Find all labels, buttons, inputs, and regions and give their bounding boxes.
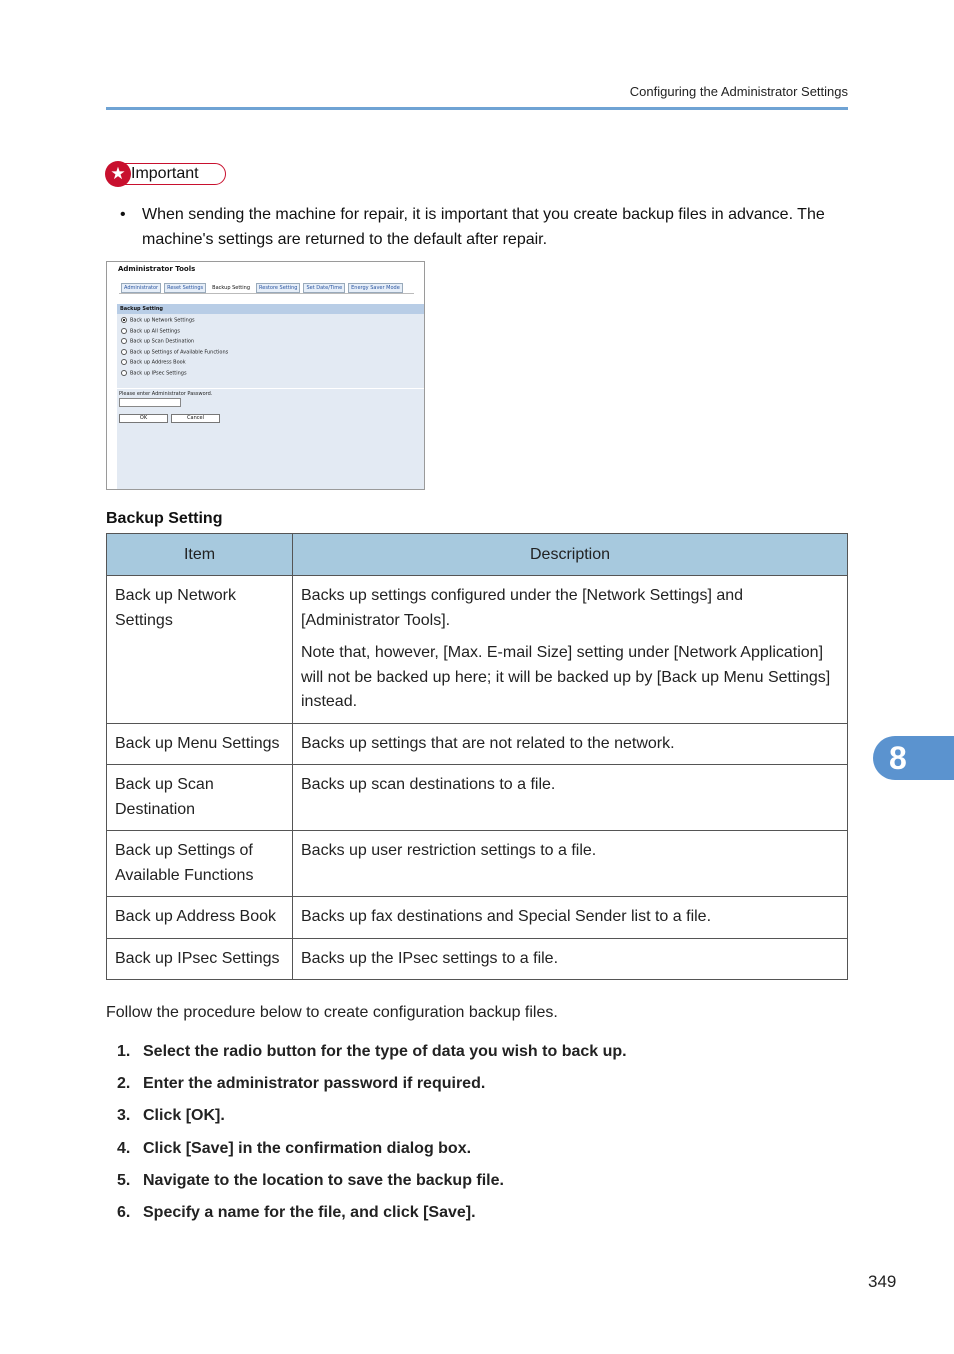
screenshot-body xyxy=(117,304,425,490)
admin-tools-screenshot xyxy=(106,261,425,490)
header-rule xyxy=(106,107,848,110)
radio-option[interactable] xyxy=(121,359,186,366)
item-cell: Back up Menu Settings xyxy=(107,723,293,765)
table-row xyxy=(107,938,848,980)
table-row xyxy=(107,723,848,765)
tab-underline xyxy=(119,293,414,294)
step-text: Specify a name for the file, and click [Save]. xyxy=(143,1203,476,1221)
password-input[interactable] xyxy=(119,398,181,407)
bullet-icon: • xyxy=(120,206,126,223)
radio-label: Back up Settings of Available Functions xyxy=(130,349,229,355)
description-cell xyxy=(293,897,848,939)
tab-administrator[interactable]: Administrator xyxy=(121,283,161,293)
tab-set-date-time[interactable]: Set Date/Time xyxy=(303,283,345,293)
screenshot-title: Administrator Tools xyxy=(118,265,196,273)
description-cell xyxy=(293,938,848,980)
radio-option[interactable] xyxy=(121,328,180,335)
step-text: Navigate to the location to save the backup file. xyxy=(143,1171,504,1189)
description-text: Note that, however, [Max. E-mail Size] setting under [Network Application] will not be backed up here; it will be backed up by [Back up Menu Settings] instead. xyxy=(301,644,831,710)
important-text: When sending the machine for repair, it is important that you create backup files in advance. The machine's settings are returned to the default after repair. xyxy=(142,206,825,248)
description-text: Backs up settings configured under the [Network Settings] and [Administrator Tools]. xyxy=(301,587,744,629)
description-cell xyxy=(293,765,848,831)
page-number: 349 xyxy=(868,1272,897,1291)
chapter-number: 8 xyxy=(889,740,907,776)
column-header-description: Description xyxy=(293,534,848,576)
description-cell xyxy=(293,576,848,724)
radio-icon xyxy=(121,338,127,344)
step-number: 3. xyxy=(117,1107,131,1125)
radio-label: Back up Network Settings xyxy=(130,317,195,324)
procedure-steps xyxy=(117,1043,837,1236)
tab-energy-saver-mode[interactable]: Energy Saver Mode xyxy=(348,283,403,293)
radio-icon xyxy=(121,359,127,365)
tab-backup-setting[interactable]: Backup Setting xyxy=(209,283,253,293)
step-number: 1. xyxy=(117,1043,131,1060)
backup-setting-table xyxy=(106,533,848,980)
radio-label: Back up Scan Destination xyxy=(130,338,195,345)
ok-button[interactable]: OK xyxy=(119,414,168,423)
item-cell: Back up Settings of Available Functions xyxy=(107,831,293,897)
item-cell: Back up Scan Destination xyxy=(107,765,293,831)
divider xyxy=(117,388,425,389)
description-text: Backs up user restriction settings to a file. xyxy=(301,842,597,859)
radio-label: Back up IPsec Settings xyxy=(130,370,187,376)
radio-icon xyxy=(121,328,127,334)
step-item xyxy=(117,1204,837,1236)
description-text: Backs up scan destinations to a file. xyxy=(301,776,556,793)
table-row xyxy=(107,576,848,724)
important-badge xyxy=(106,163,226,185)
column-header-item: Item xyxy=(107,534,293,576)
procedure-intro: Follow the procedure below to create configuration backup files. xyxy=(106,1004,558,1021)
chapter-tab xyxy=(873,736,954,780)
radio-selected-icon xyxy=(121,317,127,323)
description-cell xyxy=(293,723,848,765)
item-cell: Back up Address Book xyxy=(107,897,293,939)
step-number: 2. xyxy=(117,1075,131,1093)
description-cell xyxy=(293,831,848,897)
table-caption: Backup Setting xyxy=(106,510,223,527)
running-header: Configuring the Administrator Settings xyxy=(629,84,848,99)
step-item xyxy=(117,1075,837,1107)
step-number: 4. xyxy=(117,1139,131,1157)
radio-icon xyxy=(121,370,127,376)
radio-label: Back up Address Book xyxy=(130,359,186,366)
step-number: 5. xyxy=(117,1171,131,1189)
step-number: 6. xyxy=(117,1203,131,1221)
step-item xyxy=(117,1140,837,1172)
description-text: Backs up settings that are not related to the network. xyxy=(301,734,675,752)
table-row xyxy=(107,765,848,831)
screenshot-tabs xyxy=(121,283,403,293)
step-text: Enter the administrator password if required. xyxy=(143,1075,486,1093)
radio-option[interactable] xyxy=(121,317,195,324)
step-item xyxy=(117,1107,837,1139)
tab-restore-setting[interactable]: Restore Setting xyxy=(256,283,300,293)
item-cell: Back up IPsec Settings xyxy=(107,938,293,980)
radio-option[interactable] xyxy=(121,338,194,345)
description-text: Backs up the IPsec settings to a file. xyxy=(301,949,559,967)
table-row xyxy=(107,831,848,897)
step-item xyxy=(117,1172,837,1204)
radio-option[interactable] xyxy=(121,349,228,356)
radio-icon xyxy=(121,349,127,355)
description-text: Backs up fax destinations and Special Sender list to a file. xyxy=(301,908,712,925)
cancel-button[interactable]: Cancel xyxy=(171,414,220,423)
radio-label: Back up All Settings xyxy=(130,328,180,334)
table-row xyxy=(107,897,848,939)
star-icon: ★ xyxy=(105,161,131,187)
important-label: Important xyxy=(131,165,199,182)
section-title: Backup Setting xyxy=(117,304,425,314)
item-cell: Back up Network Settings xyxy=(107,576,293,724)
step-text: Click [Save] in the confirmation dialog box. xyxy=(143,1139,472,1157)
step-text: Click [OK]. xyxy=(143,1107,225,1125)
password-label: Please enter Administrator Password. xyxy=(119,391,213,397)
table-header-row xyxy=(107,534,848,576)
tab-reset-settings[interactable]: Reset Settings xyxy=(164,283,206,293)
step-text: Select the radio button for the type of data you wish to back up. xyxy=(143,1043,627,1060)
step-item xyxy=(117,1043,837,1075)
radio-option[interactable] xyxy=(121,370,187,377)
